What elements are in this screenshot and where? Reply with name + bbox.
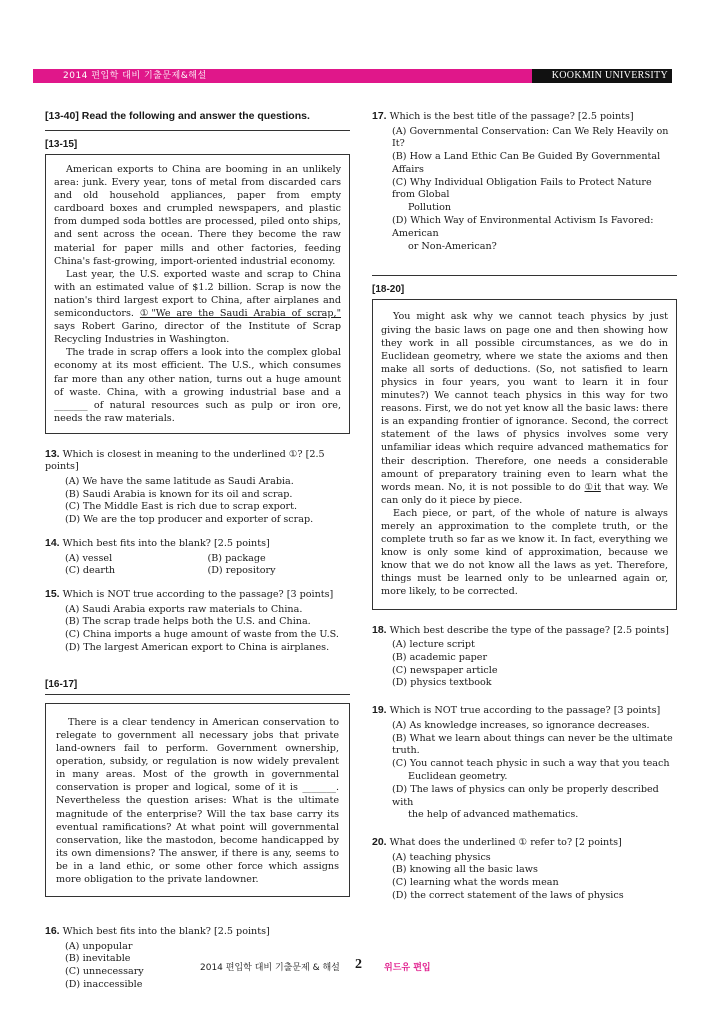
option-a: (A) teaching physics [392,851,491,863]
option-c-continuation: Euclidean geometry. [408,770,508,782]
question-stem: Which is NOT true according to the passage? [3 points] [389,705,661,717]
option-b: (B) Saudi Arabia is known for its oil and scrap. [65,488,293,500]
option-d: (D) inaccessible [65,978,143,990]
option-a: (A) Saudi Arabia exports raw materials to China. [65,603,303,615]
underlined-phrase-1: ①it [584,481,601,493]
question-number: 15. [45,588,60,601]
option-c: (C) unnecessary [65,966,144,978]
option-d: (D) the correct statement of the laws of physics [392,889,624,901]
question-number: 16. [45,925,60,938]
divider [45,130,350,131]
question-stem: Which best fits into the blank? [2.5 points] [62,926,270,938]
header-title: 2014 편입학 대비 기출문제&해설 [63,71,207,81]
option-b: (B) The scrap trade helps both the U.S. and China. [65,616,311,628]
option-a: (A) Governmental Conservation: Can We Rely Heavily on It? [392,125,669,150]
question-stem: Which best fits into the blank? [2.5 points] [62,538,270,550]
option-a: (A) vessel [65,552,113,564]
option-d-continuation: the help of advanced mathematics. [408,809,579,821]
question-17 [372,110,677,253]
option-b: (B) knowing all the basic laws [392,864,538,876]
option-a: (A) As knowledge increases, so ignorance decreases. [392,719,650,731]
option-c: (C) Why Individual Obligation Fails to Protect Nature from Global [392,176,652,201]
option-b: (B) academic paper [392,651,488,663]
divider [45,694,350,695]
passage-paragraph: There is a clear tendency in American conservation to relegate to government all necessary jobs that private land-owners fail to perform. Government ownership, operation, subsidy, or regulation is now widely prevalent in many areas. Most of the growth in governmental conservation is proper and logical, some of it is _______. Nevertheless the question arises: What is the ultimate magnitude of the enterprise? Will the tax base carry its eventual ramifications? At what point will governmental conservation, like the mastodon, become handicapped by its own dimensions? The answer, if there is any, seems to be in a land ethic, or some other force which assigns more obligation to the private landowner. [56,716,339,885]
question-stem: What does the underlined ① refer to? [2 points] [389,837,622,849]
question-number: 13. [45,447,60,460]
section-tag-18-20: [18-20] [372,284,405,296]
question-number: 14. [45,537,60,550]
passage-paragraph: American exports to China are booming in an unlikely area: junk. Every year, tons of metal from discarded cars and old household appliances, paper from empty cardboard boxes and crumpled newspapers, and plastic from dumped soda bottles are processed, piled onto ships, and sent across the ocean. There they become the raw material for paper mills and other factories, feeding China's fast-growing, import-oriented industrial economy. [54,164,341,267]
option-a: (A) We have the same latitude as Saudi Arabia. [65,475,294,487]
question-number: 18. [372,623,387,636]
passage-paragraph: The trade in scrap offers a look into the complex global economy at its most efficient. The U.S., which consumes far more than any other nation, turns out a huge amount of waste. China, with a growing industrial base and a _______ of natural resources such as pulp or iron ore, needs the raw materials. [54,347,341,424]
option-b: (B) What we learn about things can never be the ultimate truth. [392,732,673,757]
section-tag-16-17: [16-17] [45,678,78,690]
passage-paragraph: You might ask why we cannot teach physics by just giving the basic laws on page one and then showing how they work in all possible circumstances, as we do in Euclidean geometry, where we state the axioms and then make all sorts of deductions. (So, not satisfied to learn physics in four years, you want to learn it in four minutes?) We cannot teach physics in this way for two reasons. First, we do not yet know all the basic laws: there is an expanding frontier of ignorance. Second, the correct statement of the laws of physics involves some very unfamiliar ideas which require advanced mathematics for their description. Therefore, one needs a considerable amount of preparatory training even to learn what the words mean. No, it is not possible to do ①it that way. We can only do it piece by piece. [381,311,668,506]
option-b: (B) package [207,552,266,564]
option-a: (A) lecture script [392,639,475,651]
option-c: (C) China imports a huge amount of waste from the U.S. [65,629,339,641]
blank: _______ [54,399,88,411]
passage-physics [372,299,677,609]
option-c-continuation: Pollution [408,202,452,214]
option-d: (D) repository [207,565,276,577]
passage-conservation [45,703,350,897]
option-c: (C) learning what the words mean [392,877,559,889]
question-15 [45,588,350,655]
option-a: (A) unpopular [65,940,133,952]
page-header-bar [33,69,672,83]
question-19 [372,704,677,822]
option-c: (C) The Middle East is rich due to scrap export. [65,501,298,513]
question-number: 20. [372,836,387,849]
option-b: (B) How a Land Ethic Can Be Guided By Governmental Affairs [392,151,661,175]
question-14 [45,537,350,578]
question-stem: Which best describe the type of the passage? [2.5 points] [389,624,669,636]
question-16 [45,925,350,992]
option-d: (D) physics textbook [392,677,492,689]
question-number: 17. [372,110,387,122]
option-c: (C) dearth [65,565,116,577]
footer-brand: 위드유 편입 [384,963,431,973]
passage-scrap-export [45,154,350,434]
header-university: KOOKMIN UNIVERSITY [532,69,672,83]
question-number: 19. [372,704,387,717]
underlined-phrase-1: ①"We are the Saudi Arabia of scrap," [139,308,342,320]
option-d: (D) We are the top producer and exporter of scrap. [65,514,314,526]
option-d: (D) Which Way of Environmental Activism Is Favored: American [392,215,654,239]
passage-paragraph: Last year, the U.S. exported waste and scrap to China with an estimated value of $1.2 billion. Scrap is now the nation's third largest export to China, after airplanes and semiconductors. ①"We are the Saudi Arabia of scrap," says Robert Garino, director of the Institute of Scrap Recycling Industries in Washington. [54,268,342,346]
footer-title: 2014 편입학 대비 기출문제 & 해설 [200,963,340,973]
option-c: (C) newspaper article [392,664,498,676]
instruction-heading: [13-40] Read the following and answer the questions. [45,110,310,122]
question-stem: Which is the best title of the passage? [2.5 points] [389,111,634,122]
divider [372,275,677,276]
question-13 [45,448,350,527]
question-18 [372,624,677,691]
right-column [372,110,677,913]
page-number: 2 [355,957,362,972]
left-column [45,110,350,1002]
option-b: (B) inevitable [65,953,131,965]
question-stem: Which is NOT true according to the passage? [3 points] [62,589,334,601]
option-d: (D) The laws of physics can only be properly described with [392,783,659,808]
option-c: (C) You cannot teach physic in such a way that you teach [392,758,670,770]
blank: _______ [302,782,336,794]
option-d: (D) The largest American export to China is airplanes. [65,642,330,654]
section-tag-13-15: [13-15] [45,139,78,150]
passage-paragraph: Each piece, or part, of the whole of nature is always merely an approximation to the complete truth, or the complete truth so far as we know it. In fact, everything we know is only some kind of approximation, because we know that we do not know all the laws as yet. Therefore, things must be learned only to be unlearned again or, more likely, to be corrected. [381,507,668,598]
question-stem: Which is closest in meaning to the underlined ①? [2.5 points] [45,448,325,473]
option-d-continuation: or Non-American? [408,240,497,252]
question-20 [372,836,677,903]
